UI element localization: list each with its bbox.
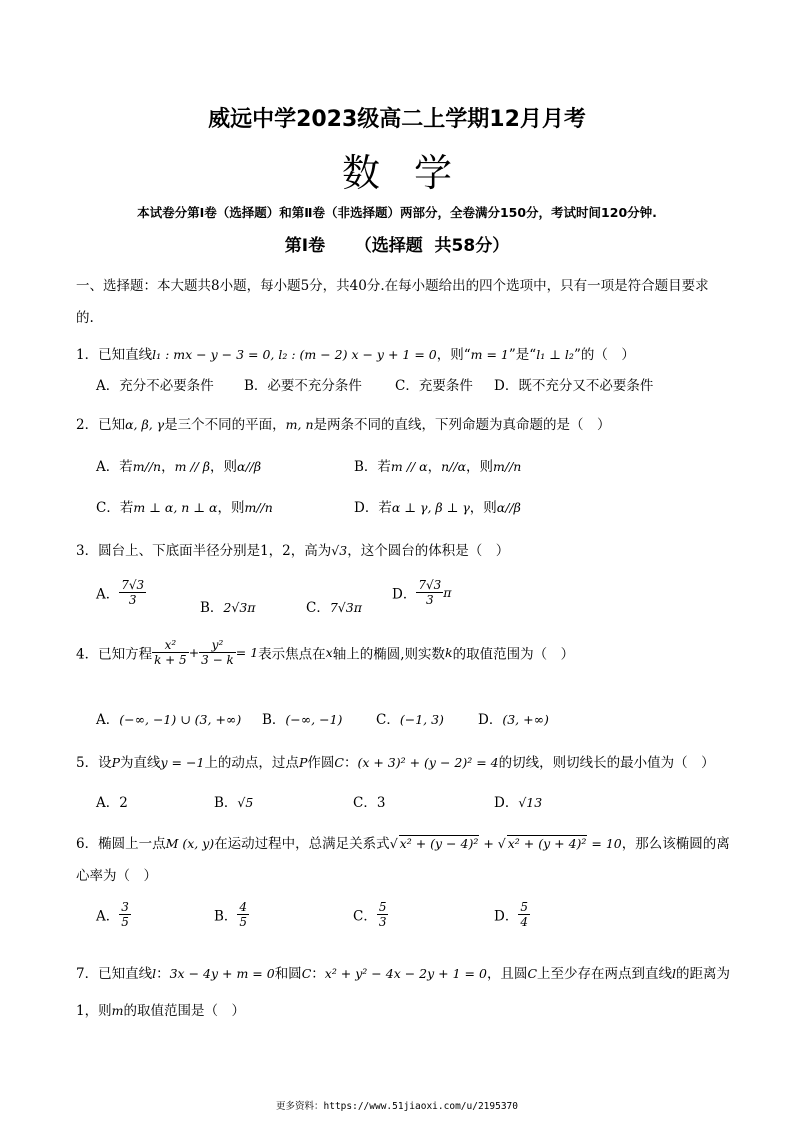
part-desc: （选择题 共58分）	[354, 236, 510, 256]
q3-option-c: C．7√3π	[306, 600, 362, 616]
question-number: 2．	[76, 417, 99, 433]
q6-option-b: B． $\frac{4}{5}$	[214, 900, 248, 929]
q1-option-c: C．充要条件	[395, 378, 473, 394]
question-text: 已知直线	[98, 347, 153, 363]
question-6-cont: 心率为（ ）	[76, 868, 157, 884]
question-number: 6．	[76, 836, 99, 852]
q6-option-d: D． $\frac{5}{4}$	[494, 900, 528, 929]
q4-option-d: D．(3, +∞)	[478, 712, 549, 728]
math-expr: m, n	[285, 417, 314, 432]
math-expr: α, β, γ	[125, 417, 165, 432]
q5-option-a: A．2	[96, 795, 128, 811]
question-text: ，那么该椭圆的离	[621, 836, 730, 852]
question-text: ”是“	[508, 347, 537, 363]
question-text: 已知	[98, 417, 126, 433]
math-expr: l₁ ⊥ l₂	[536, 347, 574, 362]
question-text: 是两条不同的直线，下列命题为真命题的是（ ）	[313, 417, 611, 433]
question-text: 的取值范围为（ ）	[452, 646, 575, 663]
q3-option-a: A． $\frac{7√3}{3}$	[96, 578, 145, 607]
q1-option-b: B．必要不充分条件	[244, 378, 362, 394]
exam-title: 威远中学2023级高二上学期12月月考	[208, 107, 586, 132]
subject-title: 数学	[341, 151, 486, 195]
question-text: 和圆	[274, 966, 302, 982]
question-number: 5．	[76, 755, 99, 771]
question-7: 7．已知直线l：3x − 4y + m = 0和圆C：x² + y² − 4x − 2y + 1 = 0，且圆C上至少存在两点到直线l的距离为	[76, 966, 731, 982]
q4-option-b: B．(−∞, −1)	[262, 712, 343, 728]
question-2	[76, 413, 611, 433]
question-text: 设	[98, 755, 112, 771]
q5-option-d: D．√13	[494, 795, 543, 811]
question-text: 是三个不同的平面，	[164, 417, 286, 433]
question-text: 已知方程	[98, 646, 153, 663]
question-text: 轴上的椭圆,则实数	[332, 646, 446, 663]
q2-option-b: B．若m // α，n//α，则m//n	[354, 459, 522, 475]
q3-option-d: D． $\frac{7√3}{3}$ π	[392, 578, 452, 607]
question-text: 上的动点，过点	[204, 755, 299, 771]
question-6: 6．椭圆上一点M (x, y)在运动过程中，总满足关系式√ x² + (y − 4)² + √ x² + (y + 4)² = 10，那么该椭圆的离	[76, 836, 730, 852]
part-heading	[0, 231, 794, 256]
math-expr: √3	[331, 543, 348, 558]
question-text: ”的（ ）	[573, 347, 635, 363]
question-number: 3．	[76, 543, 99, 559]
math-expr: m = 1	[470, 347, 509, 362]
question-text: 表示焦点在	[258, 646, 326, 663]
question-text: ，且圆	[486, 966, 528, 982]
question-number: 7．	[76, 966, 99, 982]
q6-option-c: C． $\frac{5}{3}$	[353, 900, 387, 929]
math-expr: l₁ : mx − y − 3 = 0, l₂ : (m − 2) x − y + 1 = 0	[152, 347, 437, 362]
q6-option-a: A． $\frac{3}{5}$	[96, 900, 129, 929]
q4-option-a: A．(−∞, −1) ∪ (3, +∞)	[96, 712, 242, 728]
q2-option-c: C．若m ⊥ α, n ⊥ α，则m//n	[96, 500, 273, 516]
question-5: 5．设P为直线y = −1上的动点，过点P作圆C：(x + 3)² + (y − 2)² = 4的切线，则切线长的最小值为（ ）	[76, 755, 715, 771]
question-4: 4．已知方程 $\frac{\text{x²}}{k + 5}$ + $\frac{\text{y²}}{3 - k}$ = 1表示焦点在x轴上的椭圆,则实数k的取值范围为（ ）	[76, 638, 575, 667]
question-text: ，则“	[436, 347, 471, 363]
q2-option-d: D．若α ⊥ γ, β ⊥ γ，则α//β	[354, 500, 521, 516]
question-number: 4．	[76, 646, 99, 663]
question-3	[76, 539, 509, 559]
q1-option-a: A．充分不必要条件	[96, 378, 214, 394]
question-text: 已知直线	[98, 966, 153, 982]
question-text: 椭圆上一点	[98, 836, 166, 852]
question-text: 为直线	[120, 755, 161, 771]
q1-option-d: D．既不充分又不必要条件	[494, 378, 654, 394]
q5-option-c: C．3	[353, 795, 386, 811]
question-text: ，这个圆台的体积是（ ）	[347, 543, 510, 559]
question-text: 在运动过程中，总满足关系式	[214, 836, 390, 852]
q2-option-a: A．若m//n，m // β，则α//β	[96, 459, 262, 475]
exam-note: 本试卷分第Ⅰ卷（选择题）和第Ⅱ卷（非选择题）两部分，全卷满分150分，考试时间120分钟.	[137, 205, 657, 220]
question-text: 作圆	[307, 755, 335, 771]
footer-link[interactable]: 更多资料：https://www.51jiaoxi.com/u/2195370	[276, 1101, 518, 1112]
question-1	[76, 343, 635, 363]
part-label: 第Ⅰ卷	[284, 236, 326, 256]
q5-option-b: B．√5	[214, 795, 254, 811]
question-number: 1．	[76, 347, 99, 363]
question-text: 的距离为	[676, 966, 731, 982]
question-text: 圆台上、下底面半径分别是1，2，高为	[98, 543, 332, 559]
q4-option-c: C．(−1, 3)	[376, 712, 444, 728]
question-text: 的切线，则切线长的最小值为（ ）	[498, 755, 715, 771]
question-text: 上至少存在两点到直线	[537, 966, 673, 982]
section-instruction: 一、选择题：本大题共8小题，每小题5分，共40分.在每小题给出的四个选项中，只有一项是符合题目要求的.	[76, 278, 709, 326]
question-7-cont: 1，则m的取值范围是（ ）	[76, 1003, 245, 1019]
q3-option-b: B．2√3π	[200, 600, 256, 616]
